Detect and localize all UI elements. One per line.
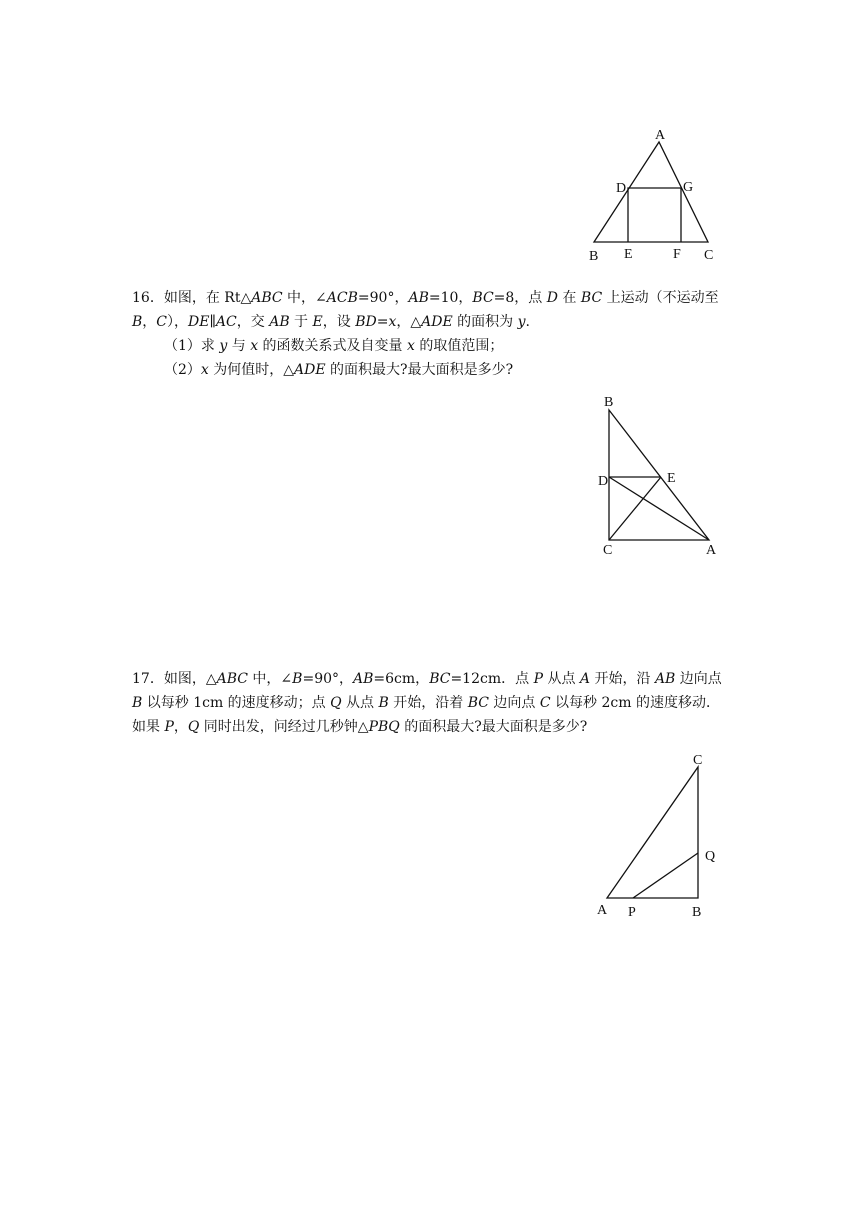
- problem-16-question-2: （2）x 为何值时，△ADE 的面积最大?最大面积是多少?: [164, 362, 514, 378]
- label-F: F: [673, 247, 681, 262]
- problem-17-statement: 17．如图，△ABC 中，∠B=90°，AB=6cm，BC=12cm．点 P 从点 A 开始，沿 AB 边向点 B 以每秒 1cm 的速度移动；点 Q 从点 B 开始，沿着 BC 边向点 C 以每秒 2cm 的速度移动．如果 P，Q 同时出发，问经过几秒钟△PBQ 的面积最大?最大面积是多少?: [132, 671, 722, 735]
- triangle-abc: [607, 767, 698, 898]
- label-E: E: [667, 471, 676, 486]
- label-A: A: [655, 128, 666, 143]
- label-D: D: [598, 474, 609, 489]
- label-B: B: [692, 905, 702, 920]
- rectangle-defg: [628, 188, 681, 242]
- problem-16-statement: 16．如图，在 Rt△ABC 中，∠ACB=90°，AB=10，BC=8，点 D 在 BC 上运动（不运动至 B，C），DE∥AC，交 AB 于 E，设 BD=x，△ADE 的面积为 y.: [132, 290, 719, 330]
- label-C: C: [704, 248, 714, 263]
- label-D: D: [616, 181, 627, 196]
- triangle-bca: [609, 410, 709, 540]
- segment-da: [609, 477, 709, 540]
- label-Q: Q: [705, 849, 716, 864]
- label-A: A: [706, 543, 717, 558]
- segment-pq: [633, 853, 698, 898]
- segment-ce: [609, 477, 661, 540]
- label-A: A: [597, 903, 608, 918]
- label-C: C: [603, 543, 613, 558]
- label-P: P: [628, 905, 636, 920]
- label-G: G: [683, 180, 694, 195]
- problem-17: [132, 667, 732, 739]
- label-E: E: [624, 247, 633, 262]
- label-B: B: [589, 249, 599, 264]
- figure-right-triangle-pq: [592, 748, 722, 923]
- label-C: C: [693, 753, 703, 768]
- problem-16-question-1: （1）求 y 与 x 的函数关系式及自变量 x 的取值范围；: [164, 338, 504, 354]
- problem-16: [132, 286, 732, 382]
- figure-right-triangle-de: [595, 392, 725, 562]
- label-B: B: [604, 395, 614, 410]
- figure-triangle-rectangle: [585, 124, 725, 269]
